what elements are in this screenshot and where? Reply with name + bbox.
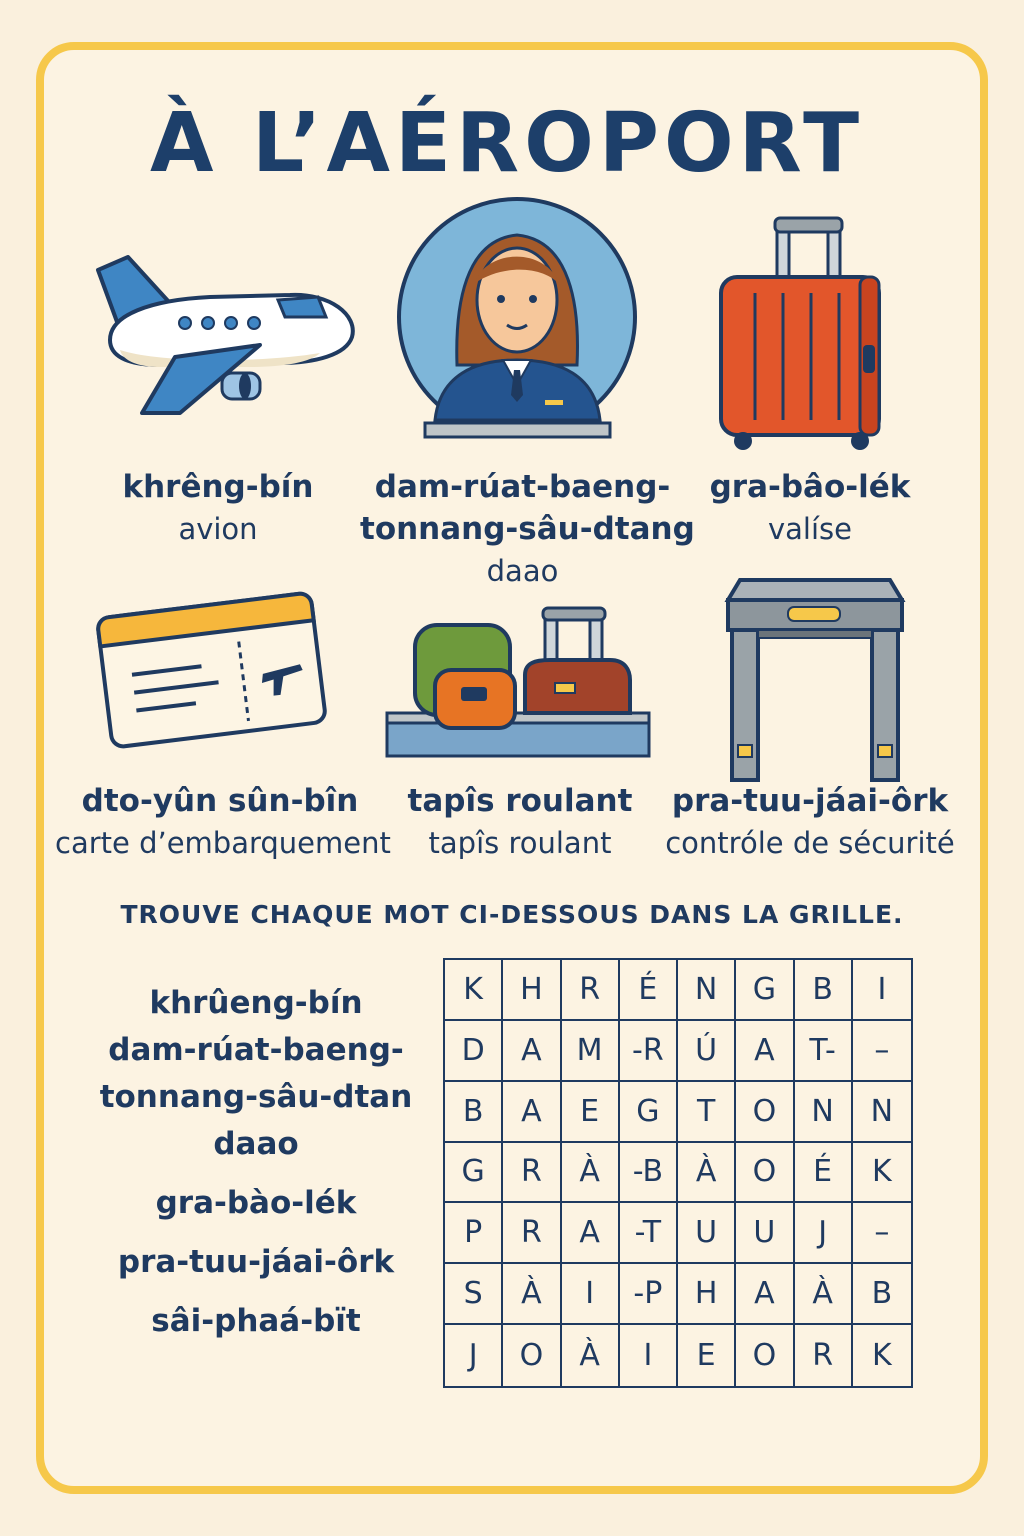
grid-cell[interactable]: À [795, 1264, 853, 1325]
grid-cell[interactable]: I [562, 1264, 620, 1325]
grid-cell[interactable]: K [872, 1338, 892, 1374]
vocab-item-airplane [88, 466, 348, 550]
grid-cell[interactable]: -B [620, 1143, 678, 1204]
grid-cell[interactable]: S [445, 1264, 503, 1325]
word-search-grid [443, 958, 913, 1388]
grid-cell[interactable]: À [562, 1143, 620, 1204]
boarding-pass-icon [92, 585, 332, 755]
grid-cell[interactable]: O [736, 1143, 794, 1204]
instruction-text: TROUVE CHAQUE MOT CI-DESSOUS DANS LA GRILLE. [120, 900, 904, 929]
word-list-item: dam-rúat-baeng- [108, 1032, 404, 1068]
grid-cell[interactable]: N [795, 1082, 853, 1143]
vocab-translation: avion [178, 512, 258, 546]
grid-cell[interactable]: A [562, 1203, 620, 1264]
security-gate-icon [720, 575, 910, 785]
vocab-item-security-gate [660, 780, 960, 864]
vocab-translation: contróle de sécurité [665, 826, 955, 860]
grid-cell[interactable]: -T [620, 1203, 678, 1264]
grid-cell[interactable]: O [503, 1325, 561, 1386]
grid-cell[interactable]: K [445, 960, 503, 1021]
vocab-translation: tapîs roulant [428, 826, 612, 860]
suitcase-icon [715, 215, 885, 450]
grid-cell[interactable]: À [562, 1325, 620, 1386]
grid-cell[interactable]: D [445, 1021, 503, 1082]
grid-cell[interactable]: J [445, 1325, 503, 1386]
grid-cell[interactable]: N [853, 1082, 911, 1143]
grid-cell[interactable]: -P [620, 1264, 678, 1325]
grid-cell[interactable]: P [445, 1203, 503, 1264]
grid-cell[interactable]: O [736, 1325, 794, 1386]
grid-cell[interactable]: E [678, 1325, 736, 1386]
grid-cell[interactable]: – [853, 1203, 911, 1264]
vocab-word: khrêng-bín [122, 469, 314, 505]
vocab-item-suitcase [690, 466, 930, 550]
grid-cell[interactable]: T [678, 1082, 736, 1143]
grid-cell[interactable]: B [445, 1082, 503, 1143]
grid-cell[interactable]: G [445, 1143, 503, 1204]
word-list-item: khrûeng-bín [149, 985, 363, 1021]
vocab-word: tapîs roulant [407, 783, 633, 819]
grid-cell[interactable]: K [853, 1143, 911, 1204]
word-list-item: daao [213, 1126, 299, 1162]
grid-cell[interactable]: B [795, 960, 853, 1021]
word-list-item: tonnang-sâu-dtan [99, 1079, 413, 1115]
grid-cell[interactable]: E [562, 1082, 620, 1143]
vocab-word: pra-tuu-jáai-ôrk [671, 783, 949, 819]
agent-icon [395, 195, 640, 440]
grid-cell[interactable]: – [853, 1021, 911, 1082]
grid-cell[interactable]: É [620, 960, 678, 1021]
luggage-belt-icon [385, 605, 655, 765]
page-title: À L’AÉROPORT [150, 96, 865, 191]
grid-cell[interactable]: É [795, 1143, 853, 1204]
grid-cell[interactable]: G [620, 1082, 678, 1143]
vocab-word-line-3: daao [486, 554, 559, 588]
grid-cell[interactable]: I [853, 960, 911, 1021]
grid-cell[interactable]: R [503, 1143, 561, 1204]
grid-cell[interactable]: J [795, 1203, 853, 1264]
grid-cell[interactable]: À [503, 1264, 561, 1325]
vocab-word: dto-yûn sûn-bîn [81, 783, 359, 819]
grid-cell[interactable]: N [678, 960, 736, 1021]
grid-cell[interactable]: B [853, 1264, 911, 1325]
vocab-word: gra-bâo-lék [709, 469, 911, 505]
grid-cell[interactable]: H [503, 960, 561, 1021]
grid-cell[interactable]: R [562, 960, 620, 1021]
grid-cell[interactable]: À [678, 1143, 736, 1204]
grid-cell[interactable]: I [620, 1325, 678, 1386]
grid-cell[interactable]: R [503, 1203, 561, 1264]
vocab-word-line-1: dam-rúat-baeng- [374, 469, 671, 505]
vocab-item-boarding-pass [55, 780, 391, 864]
grid-cell[interactable]: A [503, 1082, 561, 1143]
grid-cell[interactable]: U [736, 1203, 794, 1264]
grid-cell[interactable]: Ú [678, 1021, 736, 1082]
grid-cell[interactable]: M [562, 1021, 620, 1082]
grid-cell[interactable]: G [736, 960, 794, 1021]
grid-cell[interactable]: O [736, 1082, 794, 1143]
word-list-item: pra-tuu-jáai-ôrk [117, 1244, 395, 1280]
vocab-word-line-2: tonnang-sâu-dtang [360, 511, 695, 547]
grid-cell[interactable]: A [736, 1021, 794, 1082]
word-list-item: sâi-phaá-bït [151, 1303, 361, 1339]
vocab-translation: valíse [768, 512, 852, 546]
vocab-item-agent [360, 466, 695, 592]
grid-cell[interactable]: R [795, 1325, 853, 1386]
grid-cell[interactable]: A [736, 1264, 794, 1325]
grid-cell[interactable]: U [678, 1203, 736, 1264]
airplane-icon [80, 245, 365, 420]
vocab-translation: carte d’embarquement [55, 826, 391, 860]
grid-cell[interactable]: A [503, 1021, 561, 1082]
word-list [96, 980, 416, 1345]
grid-cell[interactable]: -R [620, 1021, 678, 1082]
vocab-item-luggage-belt [395, 780, 645, 864]
grid-cell[interactable]: H [678, 1264, 736, 1325]
grid-cell[interactable]: T- [795, 1021, 853, 1082]
word-list-item: gra-bào-lék [155, 1185, 357, 1221]
